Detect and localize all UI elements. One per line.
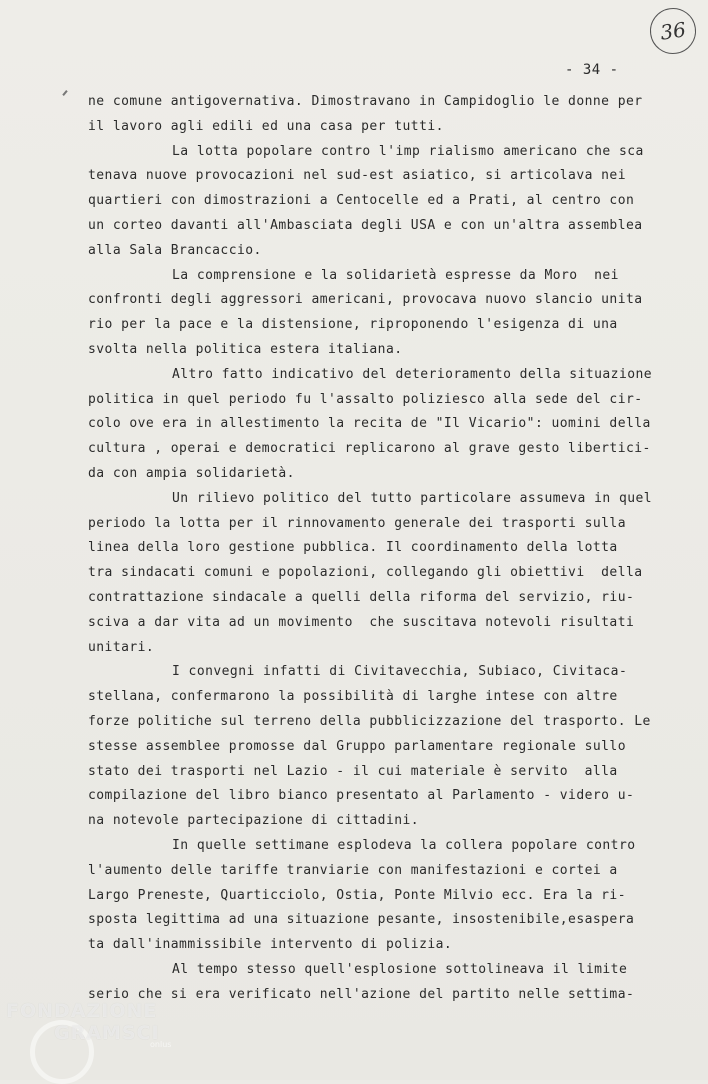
text-line: cultura , operai e democratici replicarono al grave gesto libertici- (88, 441, 651, 457)
text-line: linea della loro gestione pubblica. Il coordinamento della lotta (88, 540, 618, 556)
text-line: La lotta popolare contro l'imp rialismo americano che sca (172, 143, 644, 159)
text-line: forze politiche sul terreno della pubblicizzazione del trasporto. Le (88, 713, 651, 729)
text-line: na notevole partecipazione di cittadini. (88, 813, 420, 829)
text-line: Largo Prenestе, Quarticciolo, Ostia, Ponte Milvio ecc. Era la ri- (88, 887, 626, 903)
folio-number: 36 (647, 5, 699, 57)
text-line: periodo la lotta per il rinnovamento generale dei trasporti sulla (88, 515, 626, 531)
text-line: svolta nella politica estera italiana. (88, 341, 403, 357)
text-line: stesse assemblee promosse dal Gruppo parlamentare regionale sullo (88, 738, 626, 754)
watermark (6, 1000, 160, 1044)
text-line: un corteo davanti all'Ambasciata degli USA e con un'altra assemblea (88, 217, 643, 233)
text-line: tenava nuove provocazioni nel sud-est asiatico, si articolava nei (88, 168, 626, 184)
text-line: stato dei trasporti nel Lazio - il cui materiale è servito alla (88, 763, 618, 779)
text-line: quartieri con dimostrazioni a Centocelle ed a Prati, al centro con (88, 193, 635, 209)
text-line: rio per la pace e la distensione, riproponendo l'esigenza di una (88, 317, 618, 333)
text-line: compilazione del libro bianco presentato al Parlamento - videro u- (88, 788, 635, 804)
text-line: da con ampia solidarietà. (88, 465, 295, 481)
text-line: sposta legittima ad una situazione pesante, insostenibile,esaspera (88, 912, 635, 928)
margin-mark (62, 90, 67, 96)
text-line: Al tempo stesso quell'esplosione sottolineava il limite (172, 961, 628, 977)
text-line: alla Sala Brancaccio. (88, 242, 262, 258)
text-line: sciva a dar vita ad un movimento che suscitava notevoli risultati (88, 614, 635, 630)
text-line: colo ove era in allestimento la recita de "Il Vicario": uomini della (88, 416, 651, 432)
text-line: Altro fatto indicativo del deterioramento della situazione (172, 366, 653, 382)
text-line: stellana, confermarono la possibilità di larghe intese con altre (88, 689, 618, 705)
text-line: confronti degli aggressori americani, provocava nuovo slancio unita (88, 292, 643, 308)
text-line: tra sindacati comuni e popolazioni, collegando gli obiettivi della (88, 565, 643, 581)
text-line: ta dall'inammissibile intervento di polizia. (88, 937, 453, 953)
text-line: unitari. (88, 639, 155, 655)
body-text (88, 90, 668, 1007)
text-line: il lavoro agli edili ed una casa per tutti. (88, 118, 444, 134)
text-line: politica in quel periodo fu l'assalto poliziesco alla sede del cir- (88, 391, 643, 407)
text-line: La comprensione e la solidarietà espresse da Moro nei (172, 267, 619, 283)
text-line: I convegni infatti di Civitavecchia, Subiaco, Civitaca- (172, 664, 628, 680)
text-line: In quelle settimane esplodeva la collera popolare contro (172, 837, 636, 853)
watermark-line-2: GRAMSCI (54, 1022, 160, 1044)
page-number: - 34 - (565, 62, 619, 78)
text-line: ne comune antigovernativa. Dimostravano in Campidoglio le donne per (88, 94, 643, 109)
text-line: serio che si era verificato nell'azione del partito nelle settima- (88, 986, 635, 1002)
text-line: Un rilievo politico del tutto particolare assumeva in quel (172, 490, 653, 506)
watermark-line-1: FONDAZIONE (6, 1000, 158, 1022)
text-line: contrattazione sindacale a quelli della riforma del servizio, riu- (88, 589, 635, 605)
text-line: l'aumento delle tariffe tranviarie con manifestazioni e cortei a (88, 862, 618, 878)
watermark-small: onlus (150, 1040, 172, 1049)
